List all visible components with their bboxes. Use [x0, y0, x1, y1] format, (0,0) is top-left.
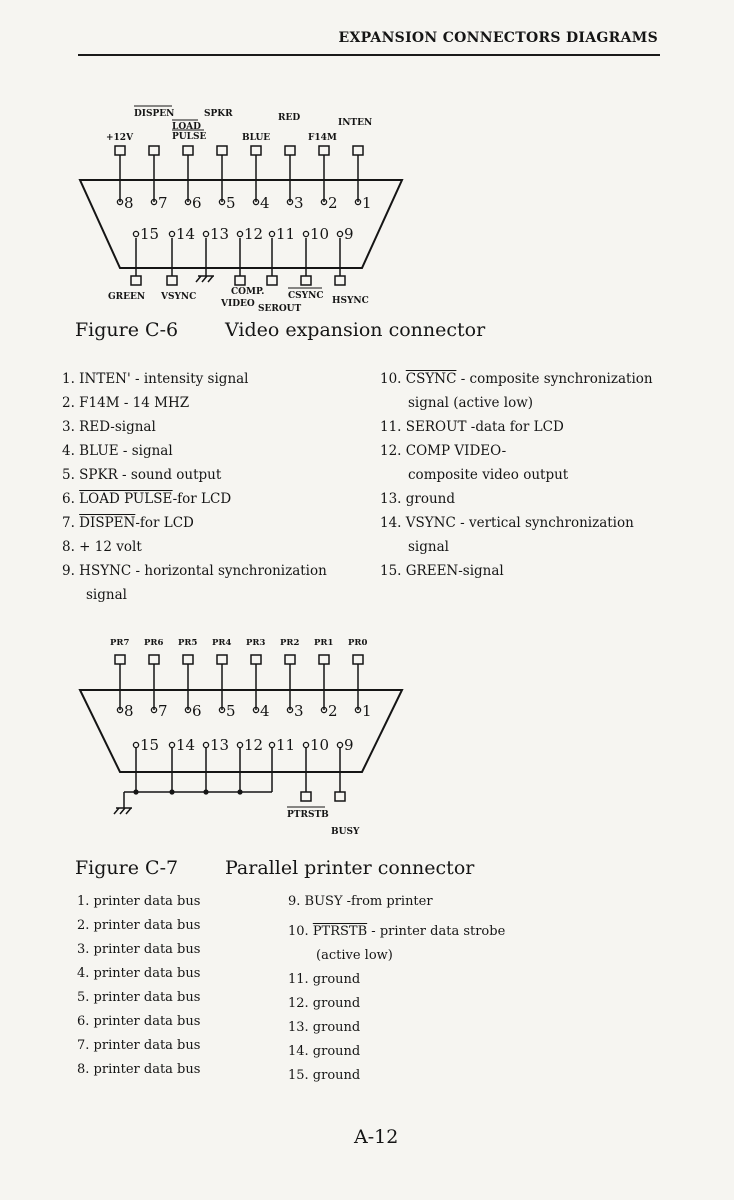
c7-bottom-pins [133, 736, 353, 754]
c6-item-10-signal: CSYNC [405, 371, 457, 387]
c7-bottom-pin-number-13: 13 [210, 736, 230, 754]
c7-label-pr2: PR2 [280, 638, 300, 648]
label-spkr: SPKR [204, 109, 233, 119]
c7-label-pr3: PR3 [246, 638, 266, 648]
c6-bottom-pin-10 [303, 231, 308, 236]
c6-item-12: 12. COMP VIDEO- [380, 443, 507, 459]
c6-top-pin-number-6: 6 [192, 194, 202, 212]
c6-item-7 [62, 511, 327, 535]
c7-item-14: 14. ground [288, 1044, 361, 1059]
c7-item-10-signal: PTRSTB [312, 924, 368, 939]
printer-connector-diagram [0, 625, 734, 840]
figure-c6-title: Video expansion connector [225, 319, 486, 341]
c6-top-pin-number-3: 3 [294, 194, 304, 212]
c6-top-pin-number-5: 5 [226, 194, 236, 212]
label-ptrstb: PTRSTB [287, 810, 329, 820]
c6-bottom-pin-12 [237, 231, 242, 236]
label-csync: CSYNC [288, 291, 324, 301]
c7-label-pr1: PR1 [314, 638, 334, 648]
c7-item-7: 7. printer data bus [77, 1038, 201, 1053]
c7-item-10 [288, 920, 505, 944]
c6-bottom-pin-number-12: 12 [244, 225, 264, 243]
label-hsync: HSYNC [332, 296, 369, 306]
c7-top-pin-number-8: 8 [124, 702, 134, 720]
c7-bottom-pin-number-9: 9 [344, 736, 354, 754]
label-inten: INTEN [338, 118, 373, 128]
header-title: EXPANSION CONNECTORS DIAGRAMS [338, 30, 658, 46]
c6-right-list [380, 367, 653, 583]
label-green: GREEN [108, 292, 146, 302]
c7-bottom-pin-11 [269, 742, 274, 747]
label-comp: COMP. [231, 287, 265, 297]
c7-left-list [77, 890, 200, 1082]
c7-top-pin-number-6: 6 [192, 702, 202, 720]
c6-item-6-signal: LOAD PULSE [79, 491, 173, 507]
c6-item-9: 9. HSYNC - horizontal synchronization [62, 563, 327, 579]
c6-bottom-pin-number-15: 15 [140, 225, 160, 243]
c6-item-9-cont: signal [86, 587, 127, 603]
c7-item-10-cont: (active low) [316, 948, 393, 963]
c6-bottom-pin-13 [203, 231, 208, 236]
c7-top-labels [110, 638, 367, 648]
c6-item-7-suffix: -for LCD [135, 515, 194, 531]
c6-item-7-prefix: 7. [62, 515, 80, 531]
c7-item-4: 4. printer data bus [77, 966, 201, 981]
c6-item-8: 8. + 12 volt [62, 539, 142, 555]
figure-c7-caption [75, 857, 474, 879]
c7-bottom-pin-number-14: 14 [176, 736, 196, 754]
c6-item-6 [62, 487, 327, 511]
c6-bottom-pin-number-14: 14 [176, 225, 196, 243]
c7-bottom-pin-15 [133, 742, 138, 747]
page-header [78, 28, 660, 56]
c6-bottom-pin-9 [337, 231, 342, 236]
c6-item-10 [380, 367, 653, 391]
c7-label-pr0: PR0 [348, 638, 368, 648]
c7-bottom-pin-12 [237, 742, 242, 747]
c6-bottom-pin-14 [169, 231, 174, 236]
c6-top-pin-number-7: 7 [158, 194, 168, 212]
c7-bottom-pin-number-11: 11 [276, 736, 296, 754]
c7-top-pin-number-4: 4 [260, 702, 270, 720]
c7-item-12: 12. ground [288, 996, 361, 1011]
c7-top-box-6 [183, 655, 193, 664]
c6-top-box-8 [115, 146, 125, 155]
c6-bottom-pin-number-11: 11 [276, 225, 296, 243]
c6-bottom-pin-number-13: 13 [210, 225, 230, 243]
c6-bottom-pins [133, 225, 353, 243]
c7-item-8: 8. printer data bus [77, 1062, 201, 1077]
label-blue: BLUE [242, 133, 271, 143]
c6-item-1: 1. INTEN' - intensity signal [62, 371, 249, 387]
c7-top-pins [115, 655, 372, 720]
figure-c6-caption [75, 319, 485, 341]
c7-top-box-7 [149, 655, 159, 664]
c6-left-list [62, 367, 327, 607]
c7-top-box-4 [251, 655, 261, 664]
c7-top-pin-number-5: 5 [226, 702, 236, 720]
c7-top-box-2 [319, 655, 329, 664]
c7-item-11: 11. ground [288, 972, 361, 987]
c7-label-pr7: PR7 [110, 638, 130, 648]
label-vsync: VSYNC [161, 292, 197, 302]
c6-top-box-5 [217, 146, 227, 155]
label-load: LOAD [172, 122, 201, 132]
c6-item-4: 4. BLUE - signal [62, 443, 173, 459]
c6-bottom-pin-11 [269, 231, 274, 236]
figure-c7-number: Figure C-7 [75, 857, 179, 879]
c7-top-box-5 [217, 655, 227, 664]
c6-item-10-cont: signal (active low) [408, 395, 534, 411]
label-red: RED [278, 113, 301, 123]
c7-bottom-pin-number-15: 15 [140, 736, 160, 754]
c6-item-14-cont: signal [408, 539, 449, 555]
label-pulse: PULSE [172, 132, 207, 142]
c6-item-7-signal: DISPEN [79, 515, 136, 531]
c6-item-13: 13. ground [380, 491, 456, 507]
c7-item-6: 6. printer data bus [77, 1014, 201, 1029]
label-busy: BUSY [331, 827, 360, 837]
c6-top-box-4 [251, 146, 261, 155]
c6-item-15: 15. GREEN-signal [380, 563, 504, 579]
c6-top-box-2 [319, 146, 329, 155]
c6-top-pin-number-1: 1 [362, 194, 372, 212]
c7-top-pin-number-7: 7 [158, 702, 168, 720]
c6-item-12-cont: composite video output [408, 467, 569, 483]
label-12v: +12V [106, 133, 134, 143]
c7-bottom-pin-number-10: 10 [310, 736, 330, 754]
c7-bottom-pin-number-12: 12 [244, 736, 264, 754]
c6-item-10-suffix: - composite synchronization [456, 371, 653, 387]
label-video: VIDEO [221, 299, 255, 309]
c7-item-10-suffix: - printer data strobe [367, 924, 506, 939]
label-dispen: DISPEN [134, 109, 175, 119]
c7-top-box-3 [285, 655, 295, 664]
c7-top-pin-number-3: 3 [294, 702, 304, 720]
c6-top-box-6 [183, 146, 193, 155]
c7-item-15: 15. ground [288, 1068, 361, 1083]
c7-bottom-pin-10 [303, 742, 308, 747]
c6-top-pin-number-4: 4 [260, 194, 270, 212]
c6-top-pin-number-2: 2 [328, 194, 338, 212]
c6-item-6-prefix: 6. [62, 491, 80, 507]
c7-top-pin-number-1: 1 [362, 702, 372, 720]
c6-item-14: 14. VSYNC - vertical synchronization [380, 515, 634, 531]
c6-item-11: 11. SEROUT -data for LCD [380, 419, 564, 435]
video-connector-diagram [0, 95, 734, 325]
c6-bottom-pin-number-9: 9 [344, 225, 354, 243]
label-serout: SEROUT [258, 304, 302, 314]
c7-item-1: 1. printer data bus [77, 894, 201, 909]
c6-top-box-7 [149, 146, 159, 155]
c6-top-box-1 [353, 146, 363, 155]
c7-bottom-pin-13 [203, 742, 208, 747]
c7-bottom-pin-9 [337, 742, 342, 747]
c7-item-5: 5. printer data bus [77, 990, 201, 1005]
c6-bottom-pin-number-10: 10 [310, 225, 330, 243]
c7-item-3: 3. printer data bus [77, 942, 201, 957]
c6-top-pin-number-8: 8 [124, 194, 134, 212]
c7-label-pr6: PR6 [144, 638, 164, 648]
label-f14m: F14M [308, 133, 337, 143]
c6-item-3: 3. RED-signal [62, 419, 156, 435]
figure-c7-title: Parallel printer connector [225, 857, 475, 879]
page-number: A-12 [354, 1126, 399, 1148]
c7-label-pr4: PR4 [212, 638, 232, 648]
c7-item-2: 2. printer data bus [77, 918, 201, 933]
c6-item-6-suffix: -for LCD [172, 491, 232, 507]
c6-bottom-pin-15 [133, 231, 138, 236]
c7-bottom-pin-14 [169, 742, 174, 747]
c7-top-pin-number-2: 2 [328, 702, 338, 720]
c7-top-box-8 [115, 655, 125, 664]
c7-item-13: 13. ground [288, 1020, 361, 1035]
c6-item-10-prefix: 10. [380, 371, 406, 387]
c6-top-box-3 [285, 146, 295, 155]
c6-item-2: 2. F14M - 14 MHZ [62, 395, 190, 411]
c7-label-pr5: PR5 [178, 638, 198, 648]
figure-c6-number: Figure C-6 [75, 319, 179, 341]
c7-item-10-prefix: 10. [288, 924, 313, 939]
c7-item-9: 9. BUSY -from printer [288, 894, 433, 909]
c7-top-box-1 [353, 655, 363, 664]
c7-right-list [288, 890, 505, 1088]
c6-item-5: 5. SPKR - sound output [62, 467, 222, 483]
